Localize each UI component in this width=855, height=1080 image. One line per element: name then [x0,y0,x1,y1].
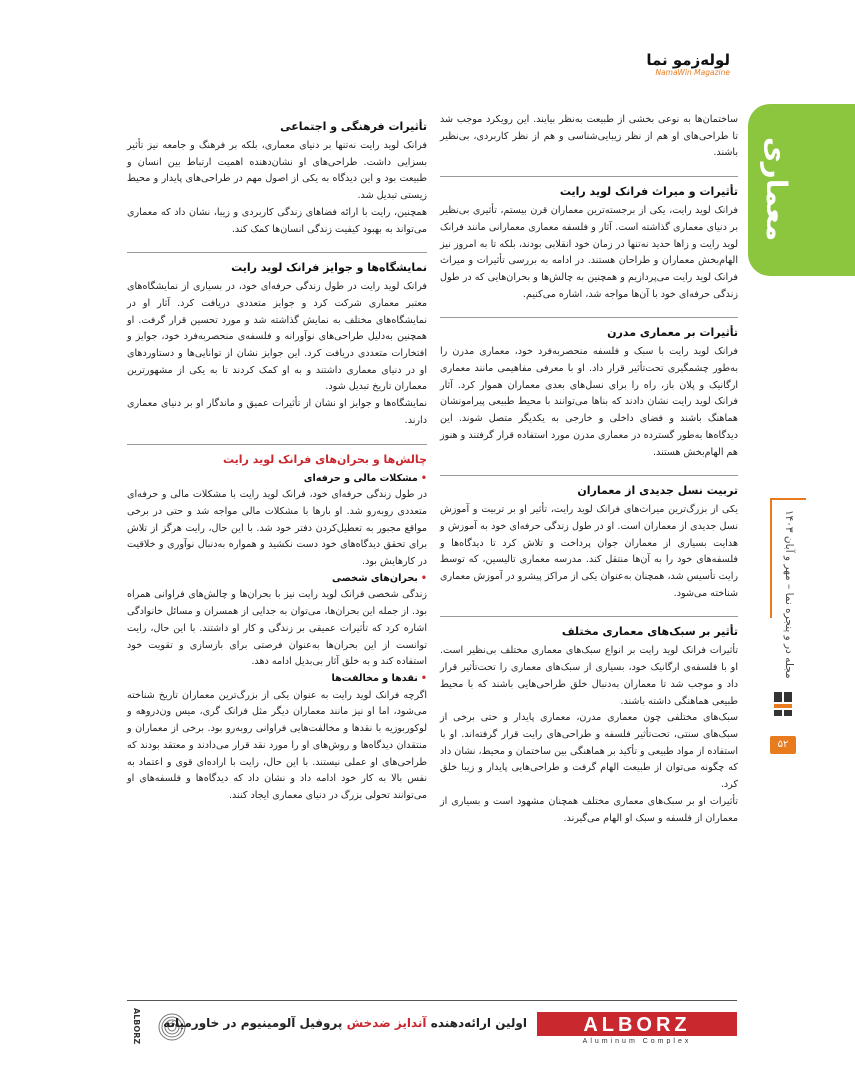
intro-paragraph: ساختمان‌ها به نوعی بخشی از طبیعت به‌نظر بیایند. این رویکرد موجب شد تا طراحی‌های او هم از نظر زیبایی‌شناسی و هم از نظر کاربردی، بی‌نظیر باشند. [440,114,738,159]
page-number: ۵۲ [770,736,796,754]
section-title: چالش‌ها و بحران‌های فرانک لوید رایت [127,444,427,469]
brand-name: ALBORZ [583,1014,691,1036]
magazine-logo [640,52,730,82]
subsection [127,671,427,805]
section-body: تأثیرات فرانک لوید رایت بر انواع سبک‌های معماری مختلف بی‌نظیر است. او با فلسفه‌ی ارگانیک خود، بسیاری از سبک‌های معماری را تحت‌تأثیر قرار داد و موجب شد تا معماران به‌دنبال خلق طراحی‌هایی باشند که با محیط طبیعی هماهنگی داشته باشند. [440,645,738,707]
subsection-body: زندگی شخصی فرانک لوید رایت نیز با بحران‌ها و چالش‌های فراوانی همراه بود. از جمله این بحران‌ها، می‌توان به جدایی از همسران و مسائل خانوادگی اشاره کرد که تأثیرات عمیقی بر زندگی و کار او داشتند. با این حال، رایت توانست از این بحران‌ها به‌عنوان فرصتی برای بازسازی و تقویت خود استفاده کند و به خلق آثار بی‌بدیل ادامه دهد. [127,589,427,668]
orange-accent-line [770,498,806,500]
section-title: تأثیرات و میراث فرانک لوید رایت [440,176,738,201]
bullet-icon: • [420,472,427,484]
section-title: نمایشگاه‌ها و جوایز فرانک لوید رایت [127,252,427,277]
section-body: سبک‌های مختلفی چون معماری مدرن، معماری پایدار و حتی برخی از سبک‌های سنتی، تحت‌تأثیر فلسفه و طراحی‌های رایت قرار گرفته‌اند. او با استفاده از مواد طبیعی و تأکید بر هماهنگی بین ساختمان و محیط، نشان داد که چگونه می‌توان از طبیعت الهام گرفت و طراحی‌هایی پایدار و زیبا خلق کرد. [440,712,738,791]
section-body: تأثیرات او بر سبک‌های معماری مختلف همچنان مشهود است و بسیاری از معماران از فلسفه و سبک او الهام می‌گیرند. [440,795,738,824]
section-title: تأثیر بر سبک‌های معماری مختلف [440,616,738,641]
section-body: نمایشگاه‌ها و جوایز او نشان از تأثیرات عمیق و ماندگار او بر دنیای معماری دارند. [127,398,427,426]
section-body: همچنین، رایت با ارائه فضاهای زندگی کاربردی و زیبا، نشان داد که معماری می‌تواند به بهبود کیفیت زندگی انسان‌ها کمک کند. [127,206,427,235]
bullet-icon: • [420,672,427,684]
brand-icon [770,690,796,718]
section [127,252,427,429]
footer-advertisement [127,1008,737,1048]
orange-vertical-line [770,498,772,618]
subsection-heading: •مشکلات مالی و حرفه‌ای [303,472,427,484]
section-body: فرانک لوید رایت، یکی از برجسته‌ترین معماران قرن بیستم، تأثیری بی‌نظیر بر دنیای معماری گذاشته است. آثار و فلسفه معماری معمارانی مانند فرانک لوید رایت و زاها حدید نه‌تنها در زمان خود انقلابی بودند، بلکه تا به امروز نیز الهام‌بخش معماران و طراحان هستند. در ادامه به بررسی تأثیرات و میراث فرانک لوید رایت می‌پردازیم و همچنین به چالش‌ها و بحران‌هایی که در طول زندگی حرفه‌ای خود با آن‌ها مواجه شد، اشاره می‌کنیم. [440,205,738,300]
section-title: تربیت نسل جدیدی از معماران [440,475,738,500]
brand-subtitle: Aluminum Complex [582,1038,692,1044]
section-body: فرانک لوید رایت با سبک و فلسفه منحصربه‌فرد خود، معماری مدرن را به‌طور چشمگیری تحت‌تأثیر قرار داد. او با معرفی مفاهیمی مانند معماری ارگانیک و پلان باز، راه را برای نسل‌های بعدی معماران هموار کرد. آثار فرانک لوید رایت نشان دادند که بناها می‌توانند با محیط طبیعی پیرامونشان هماهنگ باشند و فضای داخلی و خارجی به یکدیگر متصل شوند. این دیدگاه‌ها به‌طور گسترده در معماری مدرن مورد استفاده قرار گرفتند و هنوز هم الهام‌بخش هستند. [440,346,738,458]
section-body: فرانک لوید رایت در طول زندگی حرفه‌ای خود، در بسیاری از نمایشگاه‌های معتبر معماری شرکت کرد و جوایز متعددی دریافت کرد. آثار او در نمایشگاه‌های مختلف به نمایش گذاشته شد و مورد تحسین قرار گرفت. او همچنین به‌دلیل طراحی‌های نوآورانه و فلسفه‌ی منحصربه‌فرد خود، جوایز و افتخارات متعددی دریافت کرد. این جوایز نشان از توانایی‌ها و دستاوردهای او در دنیای معماری داشتند و به او کمک کردند تا به یکی از مشهورترین معماران تاریخ تبدیل شود. [127,281,427,393]
section [127,112,427,238]
logo-subtitle: NamaWin Magazine [655,68,730,77]
section [440,475,738,602]
side-brand-text: ALBORZ [132,1008,141,1045]
section-body: یکی از بزرگ‌ترین میراث‌های فرانک لوید رایت، تأثیر او بر تربیت و آموزش نسل جدیدی از معماران است. او در طول زندگی حرفه‌ای خود به آموزش و هدایت بسیاری از معماران جوان پرداخت و تلاش کرد تا دیدگاه‌ها و فلسفه‌های خود را به آن‌ها منتقل کند. مدرسه معماری تالیسین، که توسط رایت تأسیس شد، همچنان به‌عنوان یکی از مراکز پیشرو در آموزش معماری شناخته می‌شود. [440,504,738,599]
subsection-body: در طول زندگی حرفه‌ای خود، فرانک لوید رایت با مشکلات مالی و حرفه‌ای متعددی روبه‌رو شد. او بارها با مشکلات مالی مواجه شد و حتی در برخی مواقع مجبور به تعطیل‌کردن دفتر خود شد. با این حال، رایت هرگز از تلاش برای تحقق دیدگاه‌های خود دست نکشید و همواره به‌دنبال نوآوری و خلاقیت در کارهایش بود. [127,489,427,568]
section [440,317,738,461]
section-title: تأثیرات فرهنگی و اجتماعی [280,120,427,133]
section-title: تأثیرات بر معماری مدرن [440,317,738,342]
section [440,176,738,303]
alborz-logo [537,1012,737,1044]
section [127,444,427,805]
bullet-icon: • [420,572,427,584]
ad-slogan: اولین ارائه‌دهنده آندایز ضدخش پروفیل آلومینیوم در خاورمیانه [163,1016,527,1030]
subsection-heading: •نقدها و مخالفت‌ها [331,672,427,684]
section [440,616,738,827]
footer-divider [127,1000,737,1001]
subsection-body: اگرچه فرانک لوید رایت به عنوان یکی از بزرگ‌ترین معماران تاریخ شناخته می‌شود، اما او نیز مانند معماران دیگر مثل فرانک گری، میس ون‌دروهه و لوکوربوزیه با نقدها و مخالفت‌هایی فراوانی روبه‌رو بود. برخی از معماران و منتقدان دیدگاه‌ها و روش‌های او را مورد نقد قرار می‌دادند و معتقد بودند که طراحی‌های او عملی نیستند. با این حال، رایت با اراده‌ای قوی و اعتماد به نفس بالا به کار خود ادامه داد و نشان داد که دیدگاه‌ها و فلسفه‌های او می‌توانند تحولی بزرگ در دنیای معماری ایجاد کنند. [127,689,427,801]
left-column [127,112,427,805]
issue-info: مجله در و پنجره نما – مهر و آبان ۱۴۰۳ [783,510,795,679]
section-body: فرانک لوید رایت نه‌تنها بر دنیای معماری، بلکه بر فرهنگ و جامعه نیز تأثیر بسزایی داشت. طراحی‌های او نشان‌دهنده اهمیت ارتباط بین انسان و طبیعت بود و این دیدگاه به یکی از اصول مهم در طراحی‌های پایدار و محیط زیستی تبدیل شد. [127,140,427,202]
section-tab-label: معماری [760,136,793,242]
subsection [127,471,427,571]
subsection [127,571,427,671]
logo-text: لوله‌زمو نما [646,51,730,69]
right-column [440,112,738,827]
subsection-heading: •بحران‌های شخصی [332,572,427,584]
